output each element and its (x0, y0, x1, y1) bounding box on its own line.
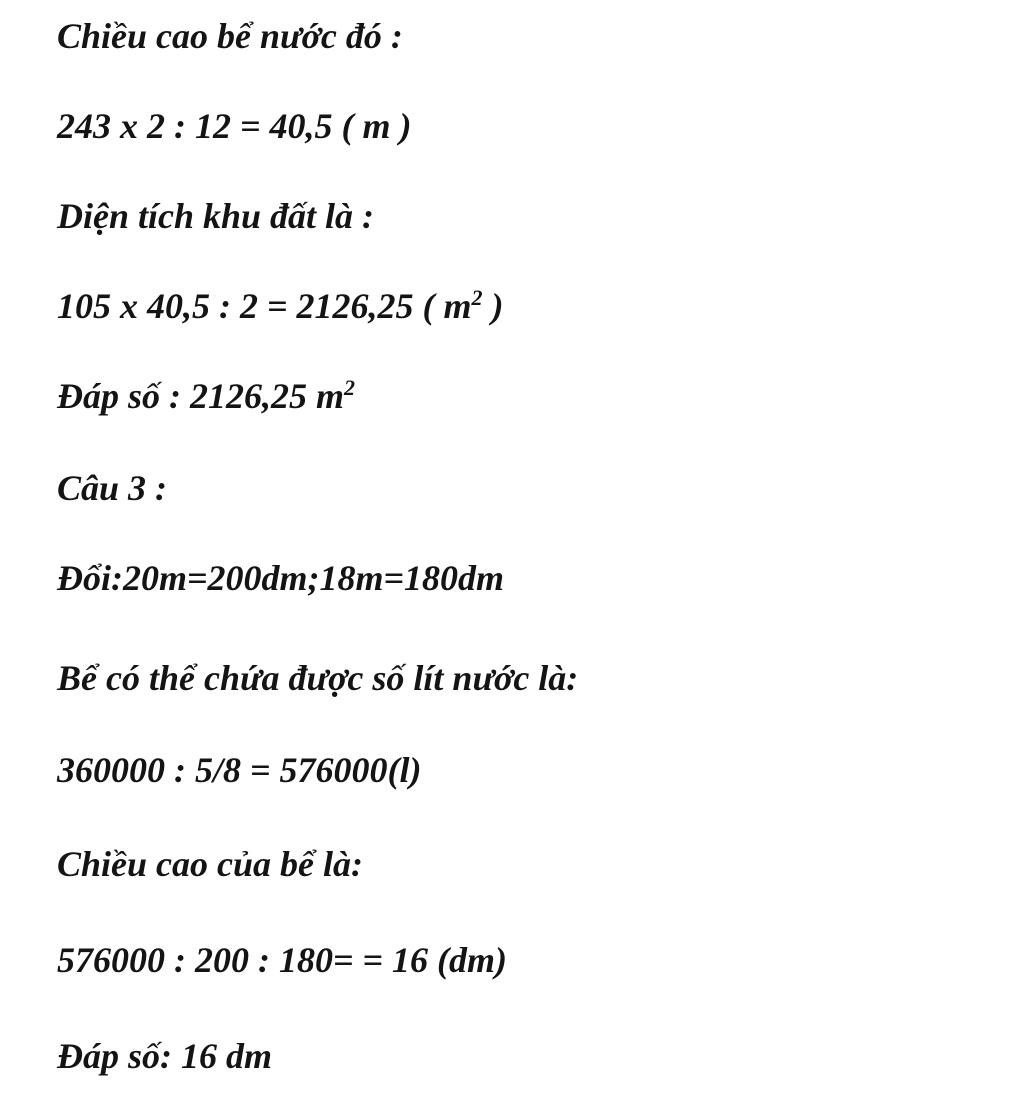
calc-land-area-close: ) (482, 286, 504, 326)
calc-land-area (57, 284, 504, 328)
calc-tank-height-2: 576000 : 200 : 180= = 16 (dm) (57, 940, 507, 980)
calc-land-area-main: 105 x 40,5 : 2 = 2126,25 ( m (57, 286, 472, 326)
answer-land-area-main: Đáp số : 2126,25 m (57, 376, 344, 416)
heading-land-area: Diện tích khu đất là : (57, 196, 375, 236)
heading-tank-height-2: Chiều cao của bể là: (57, 844, 363, 884)
superscript-square: 2 (344, 375, 355, 400)
final-answer: Đáp số: 16 dm (57, 1036, 272, 1076)
heading-question-3: Câu 3 : (57, 468, 168, 508)
heading-tank-height: Chiều cao bể nước đó : (57, 16, 403, 56)
unit-conversion: Đổi:20m=200dm;18m=180dm (57, 558, 505, 598)
answer-land-area (57, 374, 355, 418)
heading-tank-volume: Bể có thể chứa được số lít nước là: (57, 658, 579, 698)
calc-tank-volume: 360000 : 5/8 = 576000(l) (57, 750, 422, 790)
superscript-square: 2 (471, 285, 483, 310)
calc-tank-height: 243 x 2 : 12 = 40,5 ( m ) (57, 106, 412, 146)
